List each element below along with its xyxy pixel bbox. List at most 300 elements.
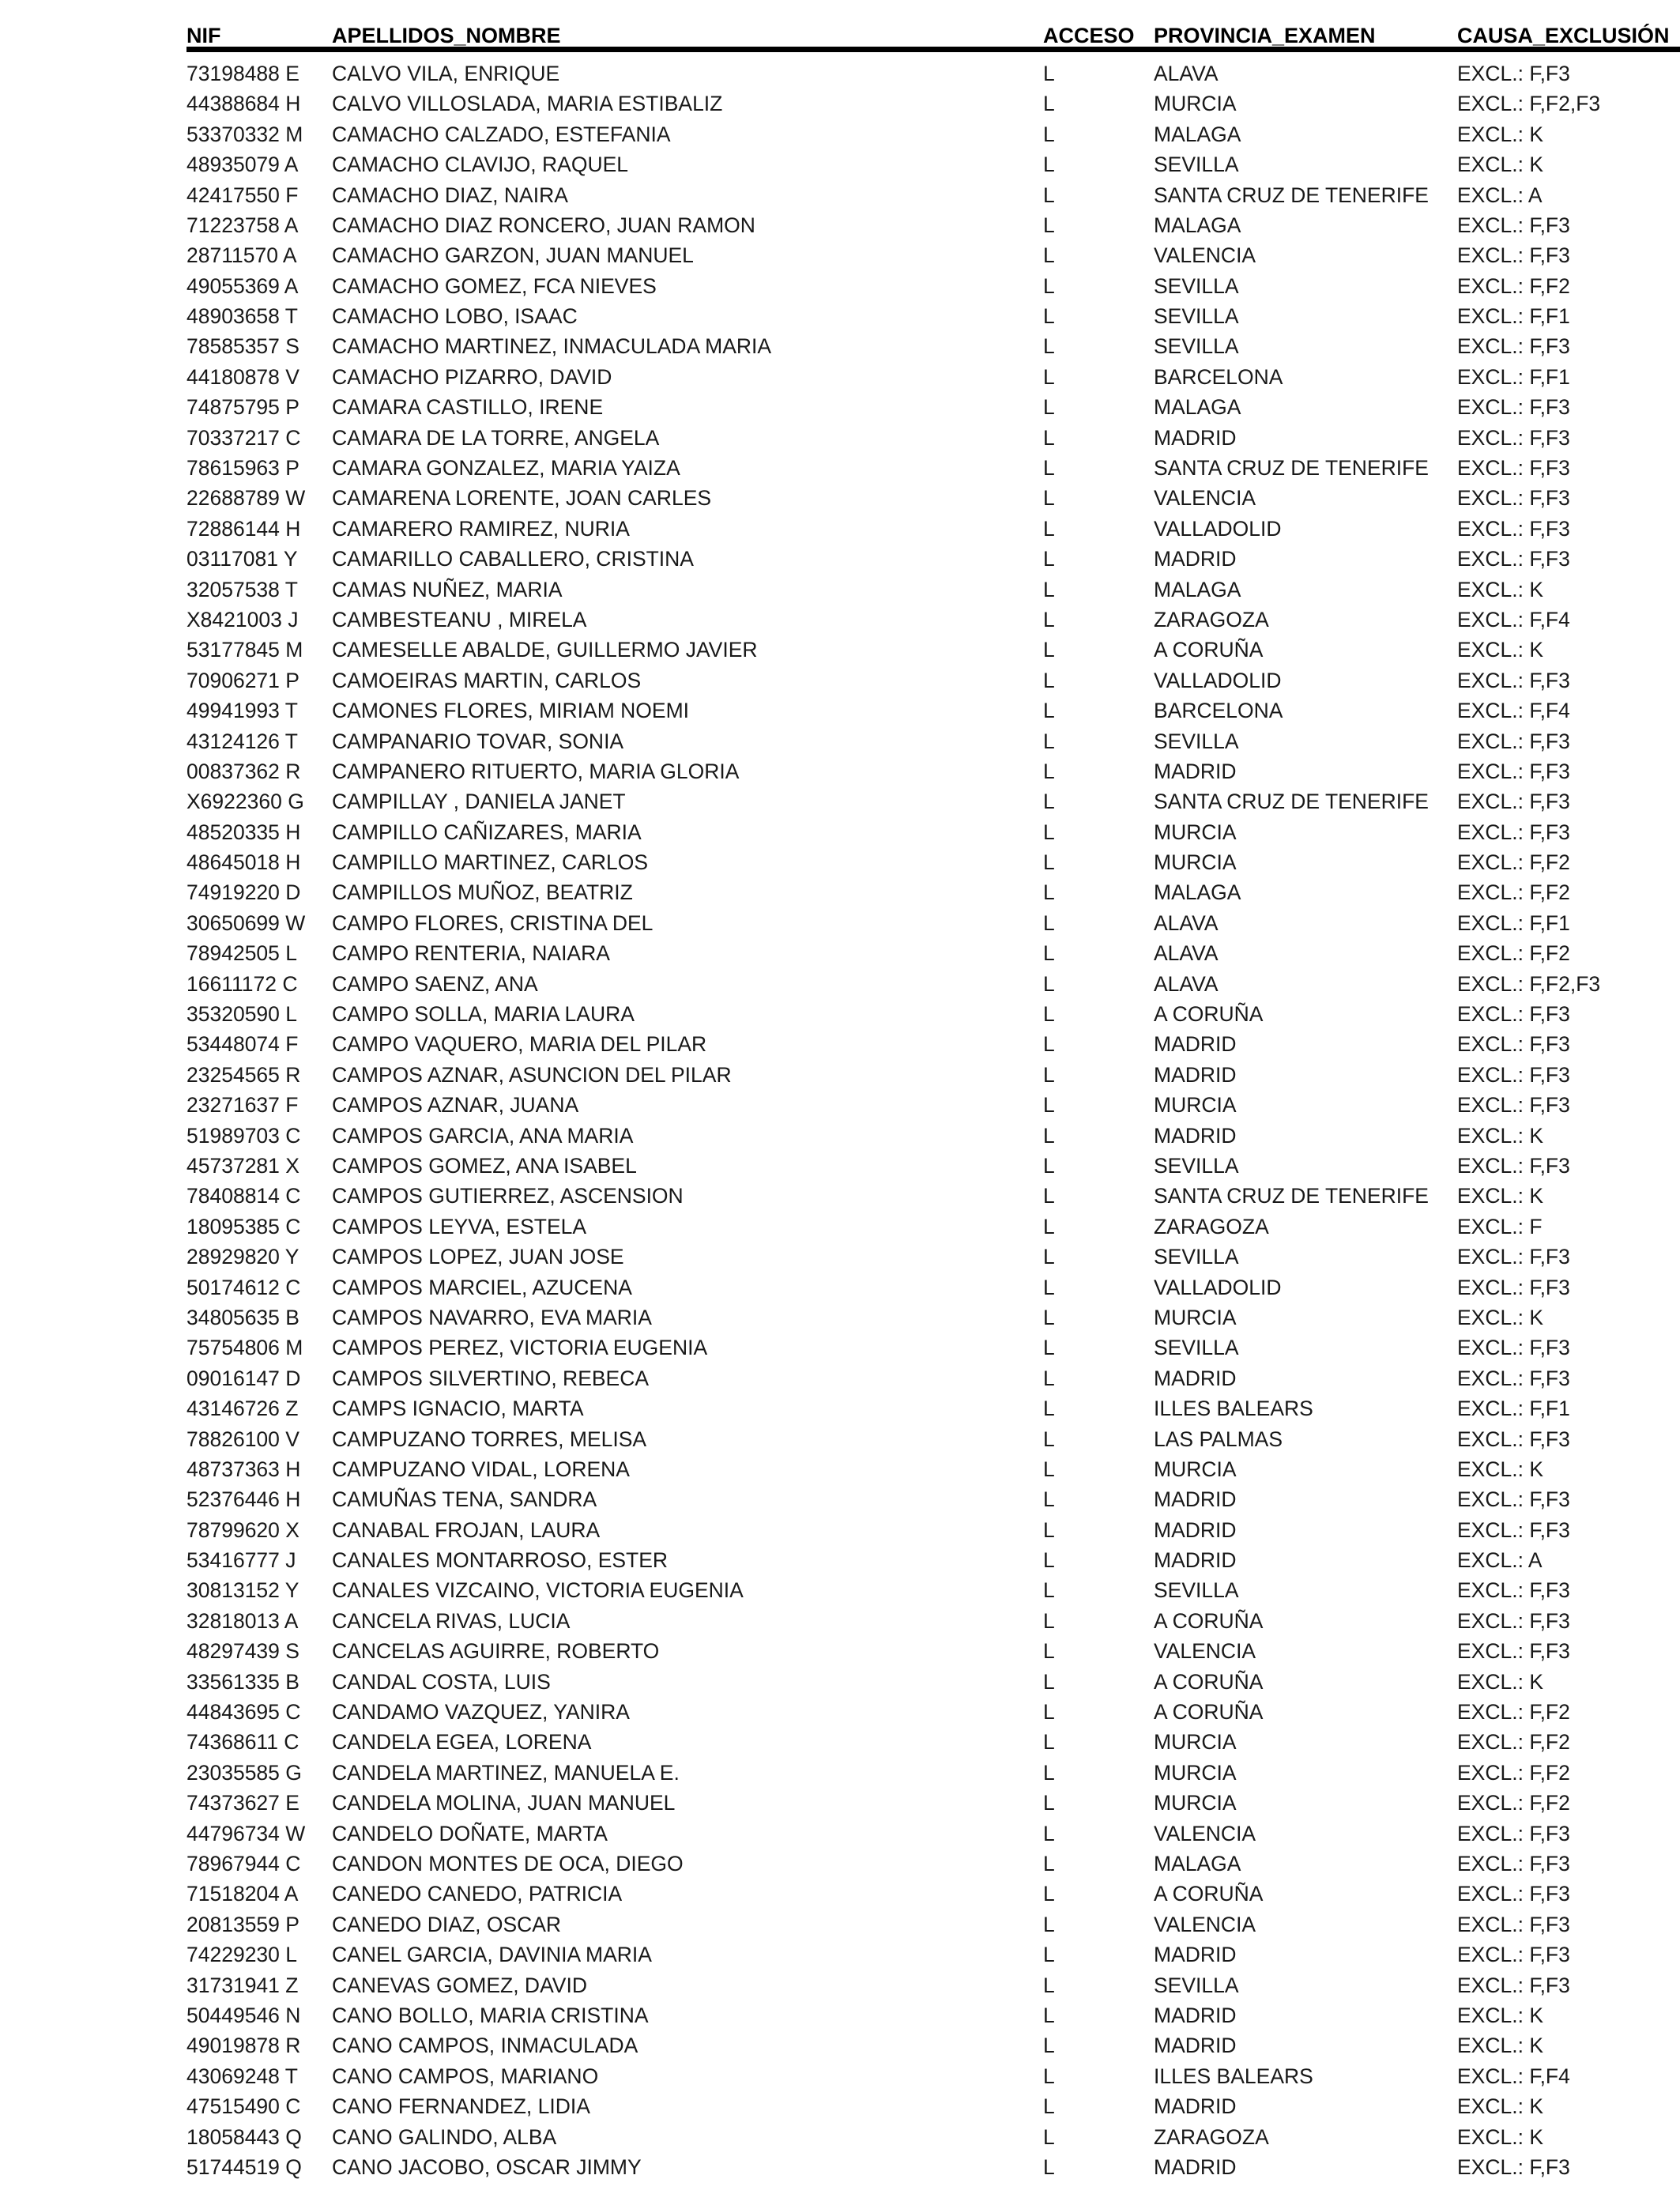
cell-nif: 78826100 V [186, 1427, 299, 1451]
cell-nif: 43146726 Z [186, 1397, 299, 1421]
table-row [186, 392, 1680, 422]
cell-acceso: L [1043, 1578, 1055, 1603]
cell-acceso: L [1043, 1002, 1055, 1027]
cell-nif: 42417550 F [186, 183, 299, 207]
cell-nif: 31731941 Z [186, 1973, 299, 1997]
cell-provincia-examen: LAS PALMAS [1154, 1427, 1283, 1451]
cell-provincia-examen: MADRID [1154, 1366, 1237, 1390]
table-row [186, 1697, 1680, 1727]
cell-nif: 43124126 T [186, 729, 298, 753]
cell-causa-exclusion: EXCL.: K [1457, 638, 1543, 662]
cell-acceso: L [1043, 2094, 1055, 2119]
cell-nif: 74919220 D [186, 880, 301, 905]
cell-causa-exclusion: EXCL.: F,F1 [1457, 1397, 1570, 1421]
header-causa-exclusion: CAUSA_EXCLUSIÓN [1457, 24, 1670, 47]
cell-apellidos-nombre: CAMACHO MARTINEZ, INMACULADA MARIA [332, 334, 772, 359]
cell-provincia-examen: BARCELONA [1154, 699, 1283, 723]
cell-nif: 78585357 S [186, 334, 299, 359]
cell-causa-exclusion: EXCL.: F,F3 [1457, 1002, 1570, 1027]
cell-provincia-examen: MURCIA [1154, 1457, 1237, 1481]
cell-causa-exclusion: EXCL.: F,F3 [1457, 213, 1570, 237]
table-row [186, 180, 1680, 210]
cell-provincia-examen: SEVILLA [1154, 334, 1239, 359]
cell-causa-exclusion: EXCL.: F,F2 [1457, 273, 1570, 298]
table-row [186, 1454, 1680, 1484]
cell-nif: 23254565 R [186, 1062, 301, 1087]
cell-provincia-examen: ALAVA [1154, 971, 1219, 996]
table-row [186, 786, 1680, 816]
table-row [186, 817, 1680, 847]
cell-nif: 28929820 Y [186, 1245, 299, 1269]
cell-apellidos-nombre: CAMPOS NAVARRO, EVA MARIA [332, 1305, 652, 1329]
cell-causa-exclusion: EXCL.: F,F3 [1457, 1517, 1570, 1542]
cell-causa-exclusion: EXCL.: F,F2 [1457, 1700, 1570, 1725]
cell-nif: 48737363 H [186, 1457, 301, 1481]
cell-nif: 49019878 R [186, 2034, 301, 2058]
table-row [186, 1788, 1680, 1818]
table-row [186, 1606, 1680, 1636]
cell-nif: 32818013 A [186, 1608, 299, 1633]
cell-causa-exclusion: EXCL.: F,F3 [1457, 1487, 1570, 1512]
cell-apellidos-nombre: CAMESELLE ABALDE, GUILLERMO JAVIER [332, 638, 758, 662]
cell-acceso: L [1043, 243, 1055, 268]
cell-acceso: L [1043, 1275, 1055, 1299]
cell-acceso: L [1043, 1912, 1055, 1936]
cell-provincia-examen: SANTA CRUZ DE TENERIFE [1154, 456, 1429, 481]
cell-nif: 44843695 C [186, 1700, 301, 1725]
cell-causa-exclusion: EXCL.: F,F3 [1457, 516, 1570, 541]
cell-provincia-examen: MALAGA [1154, 122, 1241, 146]
table-row [186, 271, 1680, 301]
table-row [186, 1909, 1680, 1940]
table-row [186, 1636, 1680, 1666]
table-row [186, 1151, 1680, 1181]
cell-causa-exclusion: EXCL.: K [1457, 1123, 1543, 1148]
cell-acceso: L [1043, 304, 1055, 329]
table-row [186, 1545, 1680, 1575]
cell-provincia-examen: MALAGA [1154, 395, 1241, 420]
cell-acceso: L [1043, 61, 1055, 85]
cell-nif: 44180878 V [186, 364, 299, 389]
cell-nif: 53448074 F [186, 1032, 299, 1057]
cell-acceso: L [1043, 1760, 1055, 1785]
cell-apellidos-nombre: CANCELAS AGUIRRE, ROBERTO [332, 1639, 660, 1664]
table-header-row [186, 21, 1680, 52]
cell-causa-exclusion: EXCL.: K [1457, 1305, 1543, 1329]
cell-nif: 78799620 X [186, 1517, 299, 1542]
cell-provincia-examen: A CORUÑA [1154, 1608, 1264, 1633]
cell-acceso: L [1043, 213, 1055, 237]
cell-provincia-examen: BARCELONA [1154, 364, 1283, 389]
cell-acceso: L [1043, 638, 1055, 662]
table-row [186, 514, 1680, 544]
cell-causa-exclusion: EXCL.: F,F3 [1457, 1154, 1570, 1178]
cell-acceso: L [1043, 1214, 1055, 1238]
cell-provincia-examen: ALAVA [1154, 941, 1219, 966]
cell-apellidos-nombre: CANEDO DIAZ, OSCAR [332, 1912, 562, 1936]
cell-nif: 16611172 C [186, 971, 298, 996]
cell-apellidos-nombre: CANALES VIZCAINO, VICTORIA EUGENIA [332, 1578, 744, 1603]
cell-provincia-examen: ALAVA [1154, 910, 1219, 935]
cell-causa-exclusion: EXCL.: F,F3 [1457, 759, 1570, 783]
cell-causa-exclusion: EXCL.: F,F3 [1457, 1062, 1570, 1087]
cell-acceso: L [1043, 1062, 1055, 1087]
cell-causa-exclusion: EXCL.: F,F3 [1457, 1336, 1570, 1360]
table-row [186, 878, 1680, 908]
cell-apellidos-nombre: CAMPOS PEREZ, VICTORIA EUGENIA [332, 1336, 708, 1360]
cell-provincia-examen: SEVILLA [1154, 273, 1239, 298]
cell-provincia-examen: VALENCIA [1154, 486, 1256, 511]
table-row [186, 2000, 1680, 2030]
cell-provincia-examen: MADRID [1154, 425, 1237, 450]
cell-provincia-examen: SEVILLA [1154, 304, 1239, 329]
cell-apellidos-nombre: CAMARILLO CABALLERO, CRISTINA [332, 547, 694, 571]
cell-causa-exclusion: EXCL.: F,F3 [1457, 668, 1570, 692]
cell-causa-exclusion: EXCL.: K [1457, 153, 1543, 177]
table-row [186, 1970, 1680, 2000]
cell-nif: 74368611 C [186, 1730, 299, 1755]
cell-causa-exclusion: EXCL.: A [1457, 183, 1543, 207]
cell-nif: 48297439 S [186, 1639, 299, 1664]
cell-causa-exclusion: EXCL.: F [1457, 1214, 1543, 1238]
cell-apellidos-nombre: CAMPANARIO TOVAR, SONIA [332, 729, 624, 753]
cell-provincia-examen: VALLADOLID [1154, 516, 1282, 541]
cell-causa-exclusion: EXCL.: F,F3 [1457, 1882, 1570, 1906]
cell-apellidos-nombre: CAMPO VAQUERO, MARIA DEL PILAR [332, 1032, 707, 1057]
cell-apellidos-nombre: CAMONES FLORES, MIRIAM NOEMI [332, 699, 690, 723]
cell-causa-exclusion: EXCL.: F,F2 [1457, 1791, 1570, 1815]
cell-acceso: L [1043, 1427, 1055, 1451]
table-row [186, 847, 1680, 877]
cell-provincia-examen: ZARAGOZA [1154, 1214, 1269, 1238]
cell-nif: 18058443 Q [186, 2124, 302, 2149]
cell-causa-exclusion: EXCL.: F,F3 [1457, 1093, 1570, 1118]
cell-provincia-examen: ILLES BALEARS [1154, 1397, 1313, 1421]
cell-apellidos-nombre: CAMPOS AZNAR, ASUNCION DEL PILAR [332, 1062, 732, 1087]
cell-apellidos-nombre: CANDAMO VAZQUEZ, YANIRA [332, 1700, 630, 1725]
exclusion-table [186, 21, 1680, 2182]
cell-apellidos-nombre: CAMPOS MARCIEL, AZUCENA [332, 1275, 632, 1299]
cell-nif: 51744519 Q [186, 2154, 302, 2179]
cell-provincia-examen: VALLADOLID [1154, 668, 1282, 692]
cell-nif: 35320590 L [186, 1002, 298, 1027]
table-row [186, 301, 1680, 331]
cell-acceso: L [1043, 547, 1055, 571]
cell-apellidos-nombre: CAMPOS GOMEZ, ANA ISABEL [332, 1154, 637, 1178]
table-row [186, 908, 1680, 938]
cell-nif: 49055369 A [186, 273, 299, 298]
cell-acceso: L [1043, 971, 1055, 996]
cell-provincia-examen: MADRID [1154, 2003, 1237, 2027]
cell-provincia-examen: ILLES BALEARS [1154, 2064, 1313, 2088]
cell-acceso: L [1043, 395, 1055, 420]
table-row [186, 210, 1680, 240]
cell-provincia-examen: MADRID [1154, 1517, 1237, 1542]
cell-nif: 03117081 Y [186, 547, 298, 571]
cell-provincia-examen: VALENCIA [1154, 1639, 1256, 1664]
cell-nif: X6922360 G [186, 790, 304, 814]
cell-apellidos-nombre: CAMPOS SILVERTINO, REBECA [332, 1366, 650, 1390]
cell-apellidos-nombre: CANDELA EGEA, LORENA [332, 1730, 592, 1755]
cell-provincia-examen: SEVILLA [1154, 1154, 1239, 1178]
cell-apellidos-nombre: CAMPOS LOPEZ, JUAN JOSE [332, 1245, 624, 1269]
table-row [186, 58, 1680, 89]
table-row [186, 2122, 1680, 2152]
cell-nif: 72886144 H [186, 516, 301, 541]
cell-nif: 09016147 D [186, 1366, 301, 1390]
cell-apellidos-nombre: CAMPANERO RITUERTO, MARIA GLORIA [332, 759, 740, 783]
table-row [186, 1758, 1680, 1788]
cell-acceso: L [1043, 2154, 1055, 2179]
table-row [186, 2030, 1680, 2060]
cell-apellidos-nombre: CAMACHO LOBO, ISAAC [332, 304, 578, 329]
cell-apellidos-nombre: CANEL GARCIA, DAVINIA MARIA [332, 1943, 652, 1967]
cell-acceso: L [1043, 1093, 1055, 1118]
cell-causa-exclusion: EXCL.: F,F4 [1457, 607, 1570, 631]
cell-apellidos-nombre: CAMUÑAS TENA, SANDRA [332, 1487, 597, 1512]
cell-provincia-examen: A CORUÑA [1154, 1882, 1264, 1906]
table-row [186, 1181, 1680, 1211]
table-row [186, 1849, 1680, 1879]
cell-acceso: L [1043, 153, 1055, 177]
cell-acceso: L [1043, 364, 1055, 389]
cell-provincia-examen: SANTA CRUZ DE TENERIFE [1154, 790, 1429, 814]
cell-apellidos-nombre: CANEVAS GOMEZ, DAVID [332, 1973, 587, 1997]
cell-nif: 23271637 F [186, 1093, 299, 1118]
cell-nif: 30650699 W [186, 910, 306, 935]
cell-apellidos-nombre: CAMPILLO MARTINEZ, CARLOS [332, 850, 649, 875]
cell-causa-exclusion: EXCL.: F,F3 [1457, 425, 1570, 450]
cell-apellidos-nombre: CAMPO RENTERIA, NAIARA [332, 941, 610, 966]
table-row [186, 938, 1680, 968]
cell-apellidos-nombre: CAMPOS GARCIA, ANA MARIA [332, 1123, 634, 1148]
cell-nif: 48935079 A [186, 153, 299, 177]
table-row [186, 605, 1680, 635]
header-provincia-examen: PROVINCIA_EXAMEN [1154, 24, 1376, 47]
cell-apellidos-nombre: CANALES MONTARROSO, ESTER [332, 1548, 669, 1573]
cell-acceso: L [1043, 486, 1055, 511]
cell-causa-exclusion: EXCL.: F,F3 [1457, 1427, 1570, 1451]
cell-apellidos-nombre: CAMPILLO CAÑIZARES, MARIA [332, 820, 642, 844]
cell-provincia-examen: VALENCIA [1154, 1821, 1256, 1845]
cell-acceso: L [1043, 1032, 1055, 1057]
cell-apellidos-nombre: CANO JACOBO, OSCAR JIMMY [332, 2154, 642, 2179]
cell-apellidos-nombre: CAMPO FLORES, CRISTINA DEL [332, 910, 654, 935]
cell-causa-exclusion: EXCL.: F,F2,F3 [1457, 92, 1601, 116]
cell-provincia-examen: ZARAGOZA [1154, 2124, 1269, 2149]
table-row [186, 89, 1680, 119]
cell-acceso: L [1043, 1184, 1055, 1208]
cell-causa-exclusion: EXCL.: F,F4 [1457, 2064, 1570, 2088]
cell-provincia-examen: MADRID [1154, 1062, 1237, 1087]
cell-acceso: L [1043, 1397, 1055, 1421]
cell-nif: 45737281 X [186, 1154, 299, 1178]
cell-provincia-examen: MURCIA [1154, 1305, 1237, 1329]
cell-nif: 75754806 M [186, 1336, 303, 1360]
cell-nif: 50449546 N [186, 2003, 301, 2027]
cell-acceso: L [1043, 607, 1055, 631]
cell-nif: 34805635 B [186, 1305, 299, 1329]
table-row [186, 726, 1680, 756]
cell-acceso: L [1043, 183, 1055, 207]
cell-apellidos-nombre: CALVO VILA, ENRIQUE [332, 61, 560, 85]
cell-nif: 78408814 C [186, 1184, 301, 1208]
cell-causa-exclusion: EXCL.: F,F3 [1457, 456, 1570, 481]
cell-causa-exclusion: EXCL.: K [1457, 122, 1543, 146]
cell-acceso: L [1043, 1336, 1055, 1360]
cell-acceso: L [1043, 1305, 1055, 1329]
table-row [186, 1030, 1680, 1060]
cell-nif: 49941993 T [186, 699, 298, 723]
cell-provincia-examen: SANTA CRUZ DE TENERIFE [1154, 183, 1429, 207]
cell-causa-exclusion: EXCL.: F,F3 [1457, 820, 1570, 844]
cell-acceso: L [1043, 1457, 1055, 1481]
cell-nif: 28711570 A [186, 243, 297, 268]
table-row [186, 544, 1680, 574]
cell-apellidos-nombre: CAMACHO PIZARRO, DAVID [332, 364, 612, 389]
cell-nif: 53177845 M [186, 638, 303, 662]
cell-acceso: L [1043, 2064, 1055, 2088]
table-row [186, 1090, 1680, 1120]
cell-causa-exclusion: EXCL.: A [1457, 1548, 1543, 1573]
cell-causa-exclusion: EXCL.: F,F3 [1457, 547, 1570, 571]
cell-apellidos-nombre: CAMBESTEANU , MIRELA [332, 607, 587, 631]
cell-causa-exclusion: EXCL.: F,F3 [1457, 486, 1570, 511]
cell-apellidos-nombre: CANDELO DOÑATE, MARTA [332, 1821, 608, 1845]
cell-apellidos-nombre: CANABAL FROJAN, LAURA [332, 1517, 601, 1542]
cell-acceso: L [1043, 1669, 1055, 1694]
cell-provincia-examen: MADRID [1154, 1487, 1237, 1512]
cell-nif: 43069248 T [186, 2064, 298, 2088]
cell-apellidos-nombre: CANO BOLLO, MARIA CRISTINA [332, 2003, 649, 2027]
cell-apellidos-nombre: CAMACHO GOMEZ, FCA NIEVES [332, 273, 657, 298]
table-row [186, 119, 1680, 149]
cell-acceso: L [1043, 1123, 1055, 1148]
cell-nif: 70337217 C [186, 425, 301, 450]
cell-nif: 44796734 W [186, 1821, 306, 1845]
cell-apellidos-nombre: CANO FERNANDEZ, LIDIA [332, 2094, 590, 2119]
cell-acceso: L [1043, 1730, 1055, 1755]
table-row [186, 1424, 1680, 1454]
cell-causa-exclusion: EXCL.: F,F3 [1457, 1366, 1570, 1390]
table-row [186, 1212, 1680, 1242]
cell-provincia-examen: MADRID [1154, 2034, 1237, 2058]
table-row [186, 1333, 1680, 1363]
table-row [186, 1727, 1680, 1757]
cell-nif: X8421003 J [186, 607, 299, 631]
cell-apellidos-nombre: CANDAL COSTA, LUIS [332, 1669, 551, 1694]
cell-acceso: L [1043, 1517, 1055, 1542]
cell-nif: 48645018 H [186, 850, 301, 875]
cell-apellidos-nombre: CANDELA MARTINEZ, MANUELA E. [332, 1760, 680, 1785]
cell-acceso: L [1043, 1851, 1055, 1875]
cell-causa-exclusion: EXCL.: K [1457, 577, 1543, 601]
cell-acceso: L [1043, 1973, 1055, 1997]
cell-causa-exclusion: EXCL.: F,F2 [1457, 941, 1570, 966]
cell-apellidos-nombre: CAMPOS GUTIERREZ, ASCENSION [332, 1184, 684, 1208]
table-row [186, 665, 1680, 696]
cell-nif: 74373627 E [186, 1791, 299, 1815]
cell-causa-exclusion: EXCL.: F,F3 [1457, 1032, 1570, 1057]
cell-nif: 30813152 Y [186, 1578, 299, 1603]
cell-apellidos-nombre: CANEDO CANEDO, PATRICIA [332, 1882, 623, 1906]
cell-apellidos-nombre: CAMARA GONZALEZ, MARIA YAIZA [332, 456, 680, 481]
cell-nif: 20813559 P [186, 1912, 299, 1936]
cell-provincia-examen: MALAGA [1154, 577, 1241, 601]
cell-causa-exclusion: EXCL.: F,F2 [1457, 880, 1570, 905]
cell-nif: 74229230 L [186, 1943, 298, 1967]
cell-nif: 47515490 C [186, 2094, 301, 2119]
cell-provincia-examen: MADRID [1154, 1548, 1237, 1573]
cell-causa-exclusion: EXCL.: F,F3 [1457, 1943, 1570, 1967]
cell-nif: 22688789 W [186, 486, 306, 511]
cell-causa-exclusion: EXCL.: K [1457, 2003, 1543, 2027]
cell-nif: 18095385 C [186, 1214, 301, 1238]
cell-provincia-examen: VALLADOLID [1154, 1275, 1282, 1299]
cell-apellidos-nombre: CAMACHO GARZON, JUAN MANUEL [332, 243, 694, 268]
header-nif: NIF [186, 24, 221, 47]
cell-apellidos-nombre: CAMAS NUÑEZ, MARIA [332, 577, 563, 601]
cell-apellidos-nombre: CAMPS IGNACIO, MARTA [332, 1397, 584, 1421]
cell-apellidos-nombre: CAMARENA LORENTE, JOAN CARLES [332, 486, 712, 511]
cell-apellidos-nombre: CAMACHO DIAZ RONCERO, JUAN RAMON [332, 213, 755, 237]
cell-acceso: L [1043, 577, 1055, 601]
table-row [186, 1121, 1680, 1151]
cell-provincia-examen: MURCIA [1154, 820, 1237, 844]
cell-acceso: L [1043, 1154, 1055, 1178]
cell-nif: 51989703 C [186, 1123, 301, 1148]
cell-causa-exclusion: EXCL.: F,F3 [1457, 1275, 1570, 1299]
cell-acceso: L [1043, 729, 1055, 753]
cell-causa-exclusion: EXCL.: F,F3 [1457, 790, 1570, 814]
cell-provincia-examen: MURCIA [1154, 1760, 1237, 1785]
cell-acceso: L [1043, 1487, 1055, 1512]
cell-provincia-examen: MADRID [1154, 1032, 1237, 1057]
cell-acceso: L [1043, 1943, 1055, 1967]
cell-causa-exclusion: EXCL.: F,F4 [1457, 699, 1570, 723]
cell-nif: 73198488 E [186, 61, 299, 85]
table-row [186, 969, 1680, 999]
cell-nif: 71518204 A [186, 1882, 299, 1906]
cell-provincia-examen: A CORUÑA [1154, 1700, 1264, 1725]
cell-causa-exclusion: EXCL.: F,F2 [1457, 1730, 1570, 1755]
cell-causa-exclusion: EXCL.: F,F3 [1457, 1245, 1570, 1269]
header-apellidos-nombre: APELLIDOS_NOMBRE [332, 24, 561, 47]
table-row [186, 1940, 1680, 1970]
cell-acceso: L [1043, 2003, 1055, 2027]
table-row [186, 332, 1680, 362]
cell-nif: 33561335 B [186, 1669, 299, 1694]
cell-causa-exclusion: EXCL.: K [1457, 1184, 1543, 1208]
cell-acceso: L [1043, 456, 1055, 481]
cell-apellidos-nombre: CAMARA CASTILLO, IRENE [332, 395, 604, 420]
cell-apellidos-nombre: CAMPILLOS MUÑOZ, BEATRIZ [332, 880, 633, 905]
cell-causa-exclusion: EXCL.: F,F3 [1457, 1973, 1570, 1997]
cell-causa-exclusion: EXCL.: F,F3 [1457, 61, 1570, 85]
cell-nif: 71223758 A [186, 213, 299, 237]
cell-provincia-examen: MADRID [1154, 2154, 1237, 2179]
cell-apellidos-nombre: CAMACHO DIAZ, NAIRA [332, 183, 568, 207]
cell-acceso: L [1043, 2034, 1055, 2058]
cell-provincia-examen: MURCIA [1154, 1791, 1237, 1815]
cell-provincia-examen: SEVILLA [1154, 1578, 1239, 1603]
cell-apellidos-nombre: CANO CAMPOS, MARIANO [332, 2064, 599, 2088]
table-row [186, 1242, 1680, 1272]
cell-acceso: L [1043, 1608, 1055, 1633]
cell-acceso: L [1043, 2124, 1055, 2149]
cell-nif: 48520335 H [186, 820, 301, 844]
cell-acceso: L [1043, 820, 1055, 844]
